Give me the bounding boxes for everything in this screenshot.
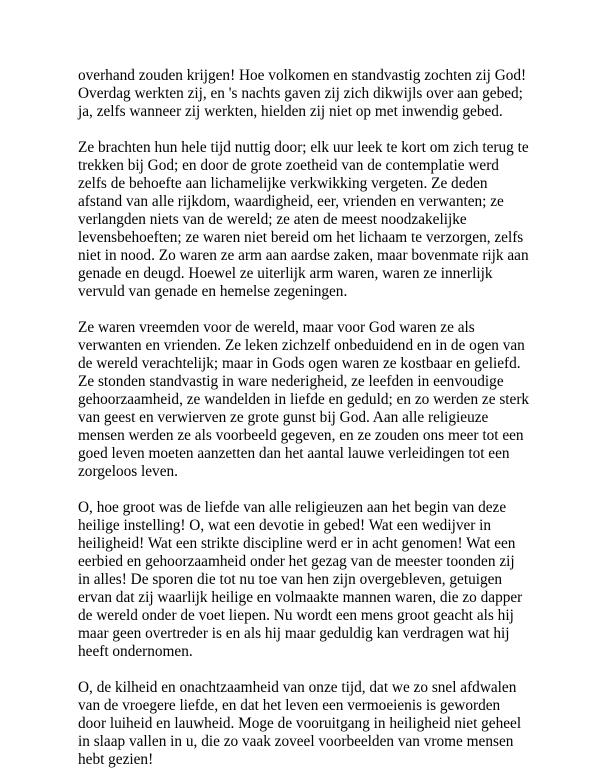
- paragraph: Ze waren vreemden voor de wereld, maar voor God waren ze als verwanten en vrienden. Ze leken zichzelf onbeduidend en in de ogen van de wereld verachtelijk; maar in Gods ogen waren ze kostbaar en geliefd. Ze stonden standvastig in ware nederigheid, ze leefden in eenvoudige gehoorzaamheid, ze wandelden in liefde en geduld; en zo werden ze sterk van geest en verwierven ze grote gunst bij God. Aan alle religieuze mensen werden ze als voorbeeld gegeven, en ze zouden ons meer tot een goed leven moeten aanzetten dan het aantal lauwe verleidingen tot een zorgeloos leven.: [78, 319, 530, 480]
- paragraph: O, hoe groot was de liefde van alle religieuzen aan het begin van deze heilige instelling! O, wat een devotie in gebed! Wat een wedijver in heiligheid! Wat een strikte discipline werd er in acht genomen! Wat een eerbied en gehoorzaamheid onder het gezag van de meester toonden zij in alles! De sporen die tot nu toe van hen zijn overgebleven, getuigen ervan dat zij waarlijk heilige en volmaakte mannen waren, die zo dapper de wereld onder de voet liepen. Nu wordt een mens groot geacht als hij maar geen overtreder is en als hij maar geduldig kan verdragen wat hij heeft ondernomen.: [78, 499, 523, 660]
- document-body: [78, 67, 530, 769]
- paragraph: overhand zouden krijgen! Hoe volkomen en standvastig zochten zij God! Overdag werkten zij, en 's nachts gaven zij zich dikwijls over aan gebed; ja, zelfs wanneer zij werkten, hielden zij niet op met inwendig gebed.: [78, 67, 527, 120]
- paragraph: O, de kilheid en onachtzaamheid van onze tijd, dat we zo snel afdwalen van de vroegere liefde, en dat het leven een vermoeienis is geworden door luiheid en lauwheid. Moge de vooruitgang in heiligheid niet geheel in slaap vallen in u, die zo vaak zoveel voorbeelden van vrome mensen hebt gezien!: [78, 679, 522, 768]
- paragraph: Ze brachten hun hele tijd nuttig door; elk uur leek te kort om zich terug te trekken bij God; en door de grote zoetheid van de contemplatie werd zelfs de behoefte aan lichamelijke verkwikking vergeten. Ze deden afstand van alle rijkdom, waardigheid, eer, vrienden en verwanten; ze verlangden niets van de wereld; ze aten de meest noodzakelijke levensbehoeften; ze waren niet bereid om het lichaam te verzorgen, zelfs niet in nood. Zo waren ze arm aan aardse zaken, maar bovenmate rijk aan genade en deugd. Hoewel ze uiterlijk arm waren, waren ze innerlijk vervuld van genade en hemelse zegeningen.: [78, 139, 529, 300]
